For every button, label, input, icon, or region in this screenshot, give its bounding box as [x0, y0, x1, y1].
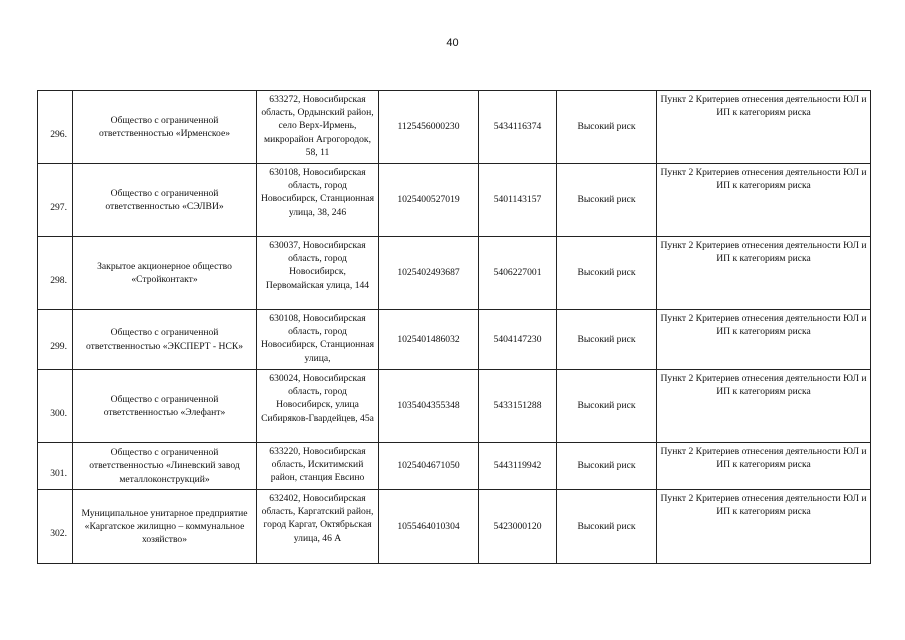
risk-category: Высокий риск: [557, 310, 657, 370]
organization-name: Общество с ограниченной ответственностью «СЭЛВИ»: [73, 164, 257, 237]
organization-address: 633220, Новосибирская область, Искитимский район, станция Евсино: [257, 443, 379, 490]
row-number: 298.: [38, 237, 73, 310]
organization-name: Закрытое акционерное общество «Стройконтакт»: [73, 237, 257, 310]
row-number: 302.: [38, 490, 73, 564]
ogrn-value: 1055464010304: [379, 490, 479, 564]
ogrn-value: 1025404671050: [379, 443, 479, 490]
table-row: [38, 237, 871, 310]
organization-name: Общество с ограниченной ответственностью «Элефант»: [73, 370, 257, 443]
risk-criteria: Пункт 2 Критериев отнесения деятельности ЮЛ и ИП к категориям риска: [657, 91, 871, 164]
risk-criteria: Пункт 2 Критериев отнесения деятельности ЮЛ и ИП к категориям риска: [657, 370, 871, 443]
organization-name: Муниципальное унитарное предприятие «Каргатское жилищно – коммунальное хозяйство»: [73, 490, 257, 564]
risk-criteria: Пункт 2 Критериев отнесения деятельности ЮЛ и ИП к категориям риска: [657, 490, 871, 564]
risk-category: Высокий риск: [557, 164, 657, 237]
risk-category: Высокий риск: [557, 91, 657, 164]
row-number: 300.: [38, 370, 73, 443]
organization-address: 633272, Новосибирская область, Ордынский район, село Верх-Ирмень, микрорайон Агрогородок, 58, 11: [257, 91, 379, 164]
inn-value: 5404147230: [479, 310, 557, 370]
ogrn-value: 1125456000230: [379, 91, 479, 164]
inn-value: 5401143157: [479, 164, 557, 237]
risk-criteria: Пункт 2 Критериев отнесения деятельности ЮЛ и ИП к категориям риска: [657, 164, 871, 237]
organization-name: Общество с ограниченной ответственностью «ЭКСПЕРТ - НСК»: [73, 310, 257, 370]
inn-value: 5406227001: [479, 237, 557, 310]
table-row: [38, 443, 871, 490]
risk-registry-table: [37, 90, 871, 564]
page-number: 40: [446, 37, 459, 49]
organization-address: 632402, Новосибирская область, Каргатский район, город Каргат, Октябрьская улица, 46 А: [257, 490, 379, 564]
table-row: [38, 310, 871, 370]
risk-category: Высокий риск: [557, 370, 657, 443]
row-number: 299.: [38, 310, 73, 370]
organization-name: Общество с ограниченной ответственностью «Линевский завод металлоконструкций»: [73, 443, 257, 490]
organization-name: Общество с ограниченной ответственностью «Ирменское»: [73, 91, 257, 164]
risk-category: Высокий риск: [557, 490, 657, 564]
inn-value: 5433151288: [479, 370, 557, 443]
ogrn-value: 1025401486032: [379, 310, 479, 370]
row-number: 301.: [38, 443, 73, 490]
table-row: [38, 490, 871, 564]
organization-address: 630108, Новосибирская область, город Новосибирск, Станционная улица,: [257, 310, 379, 370]
table-row: [38, 370, 871, 443]
risk-criteria: Пункт 2 Критериев отнесения деятельности ЮЛ и ИП к категориям риска: [657, 237, 871, 310]
inn-value: 5443119942: [479, 443, 557, 490]
organization-address: 630037, Новосибирская область, город Новосибирск, Первомайская улица, 144: [257, 237, 379, 310]
risk-criteria: Пункт 2 Критериев отнесения деятельности ЮЛ и ИП к категориям риска: [657, 310, 871, 370]
inn-value: 5423000120: [479, 490, 557, 564]
organization-address: 630024, Новосибирская область, город Новосибирск, улица Сибиряков-Гвардейцев, 45а: [257, 370, 379, 443]
ogrn-value: 1035404355348: [379, 370, 479, 443]
table-row: [38, 164, 871, 237]
risk-criteria: Пункт 2 Критериев отнесения деятельности ЮЛ и ИП к категориям риска: [657, 443, 871, 490]
row-number: 296.: [38, 91, 73, 164]
ogrn-value: 1025400527019: [379, 164, 479, 237]
table-row: [38, 91, 871, 164]
row-number: 297.: [38, 164, 73, 237]
ogrn-value: 1025402493687: [379, 237, 479, 310]
risk-category: Высокий риск: [557, 237, 657, 310]
risk-category: Высокий риск: [557, 443, 657, 490]
organization-address: 630108, Новосибирская область, город Новосибирск, Станционная улица, 38, 246: [257, 164, 379, 237]
inn-value: 5434116374: [479, 91, 557, 164]
